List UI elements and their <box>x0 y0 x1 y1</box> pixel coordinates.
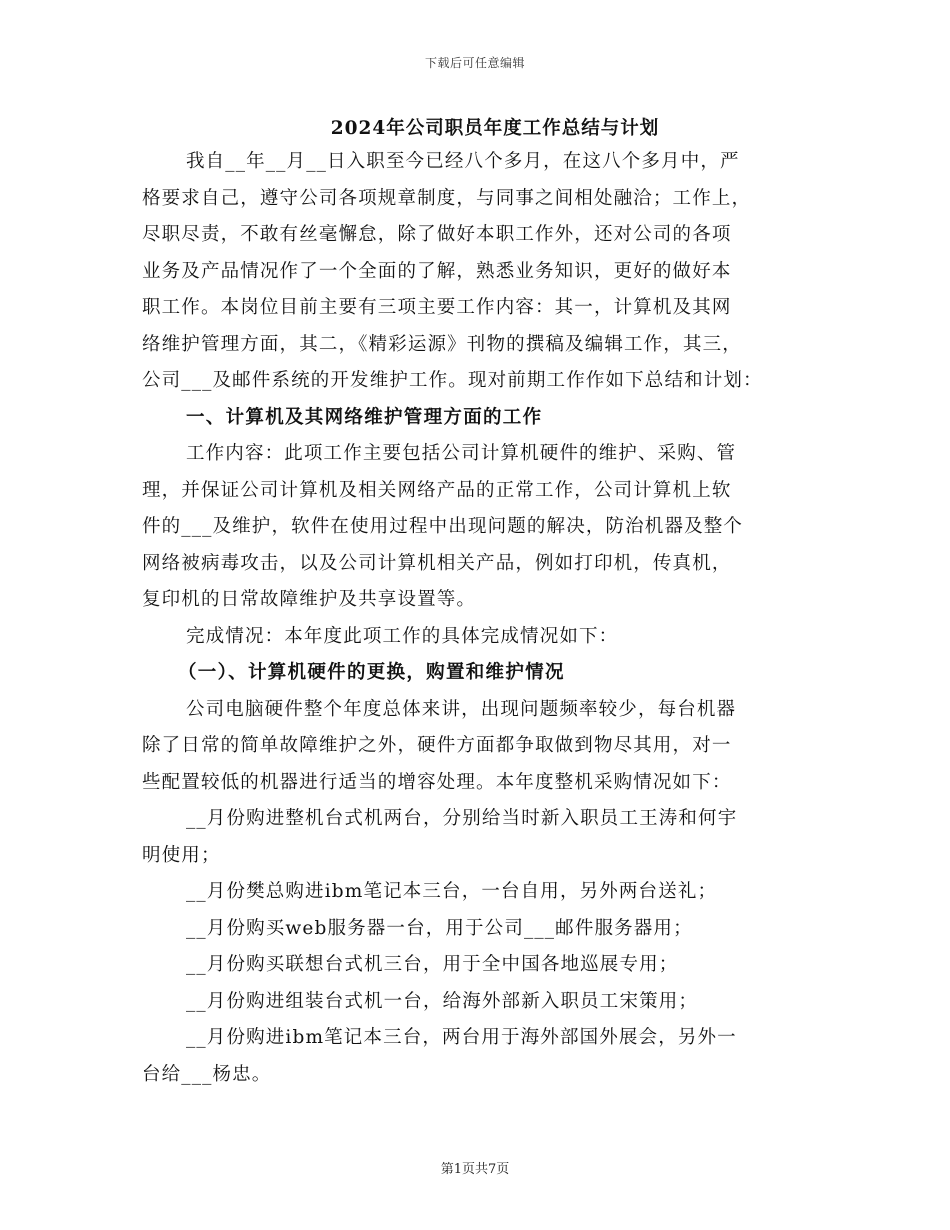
text-line: __月份购买web服务器一台，用于公司___邮件服务器用； <box>186 917 693 939</box>
text-line: 公司电脑硬件整个年度总体来讲，出现问题频率较少，每台机器 <box>186 698 737 720</box>
text-line: 台给___杨忠。 <box>142 1063 272 1085</box>
section-heading: 一、计算机及其网络维护管理方面的工作 <box>186 406 543 428</box>
text-line: __月份购进组装台式机一台，给海外部新入职员工宋策用； <box>186 990 699 1012</box>
document-body <box>142 144 814 1093</box>
text-line: __月份购进整机台式机两台，分别给当时新入职员工王涛和何宇 <box>186 808 738 829</box>
text-line: 业务及产品情况作了一个全面的了解，熟悉业务知识，更好的做好本 <box>142 260 732 282</box>
text-line: 完成情况：本年度此项工作的具体完成情况如下： <box>186 625 619 647</box>
text-line: 职工作。本岗位目前主要有三项主要工作内容：其一，计算机及其网 <box>142 297 732 318</box>
text-line: 格要求自己，遵守公司各项规章制度，与同事之间相处融洽；工作上， <box>142 187 752 209</box>
text-line: 我自__年__月__日入职至今已经八个多月，在这八个多月中，严 <box>186 151 740 172</box>
text-line: 工作内容：此项工作主要包括公司计算机硬件的维护、采购、管 <box>186 443 737 464</box>
text-line: 网络被病毒攻击，以及公司计算机相关产品，例如打印机，传真机， <box>142 552 732 574</box>
page-footer: 第1页共7页 <box>440 1162 510 1177</box>
section-heading: （一）、计算机硬件的更换，购置和维护情况 <box>178 662 565 683</box>
header-note: 下载后可任意编辑 <box>424 56 525 70</box>
text-line: 公司___及邮件系统的开发维护工作。现对前期工作作如下总结和计划： <box>142 370 763 391</box>
text-line: 复印机的日常故障维护及共享设置等。 <box>142 589 477 610</box>
text-line: 除了日常的简单故障维护之外，硬件方面都争取做到物尽其用，对一 <box>142 735 732 756</box>
text-line: 络维护管理方面，其二，《精彩运源》刊物的撰稿及编辑工作，其三， <box>142 333 742 355</box>
text-line: 些配置较低的机器进行适当的增容处理。本年度整机采购情况如下： <box>142 771 732 793</box>
text-line: __月份樊总购进ibm笔记本三台，一台自用，另外两台送礼； <box>186 881 718 902</box>
text-line: __月份购买联想台式机三台，用于全中国各地巡展专用； <box>186 954 679 975</box>
text-line: 明使用； <box>142 844 221 866</box>
document-title: 2024年公司职员年度工作总结与计划 <box>330 118 660 139</box>
text-line: 尽职尽责，不敢有丝毫懈怠，除了做好本职工作外，还对公司的各项 <box>142 224 732 245</box>
text-line: __月份购进ibm笔记本三台，两台用于海外部国外展会，另外一 <box>186 1027 737 1048</box>
text-line: 件的___及维护，软件在使用过程中出现问题的解决，防治机器及整个 <box>142 516 744 537</box>
text-line: 理，并保证公司计算机及相关网络产品的正常工作，公司计算机上软 <box>142 479 732 501</box>
